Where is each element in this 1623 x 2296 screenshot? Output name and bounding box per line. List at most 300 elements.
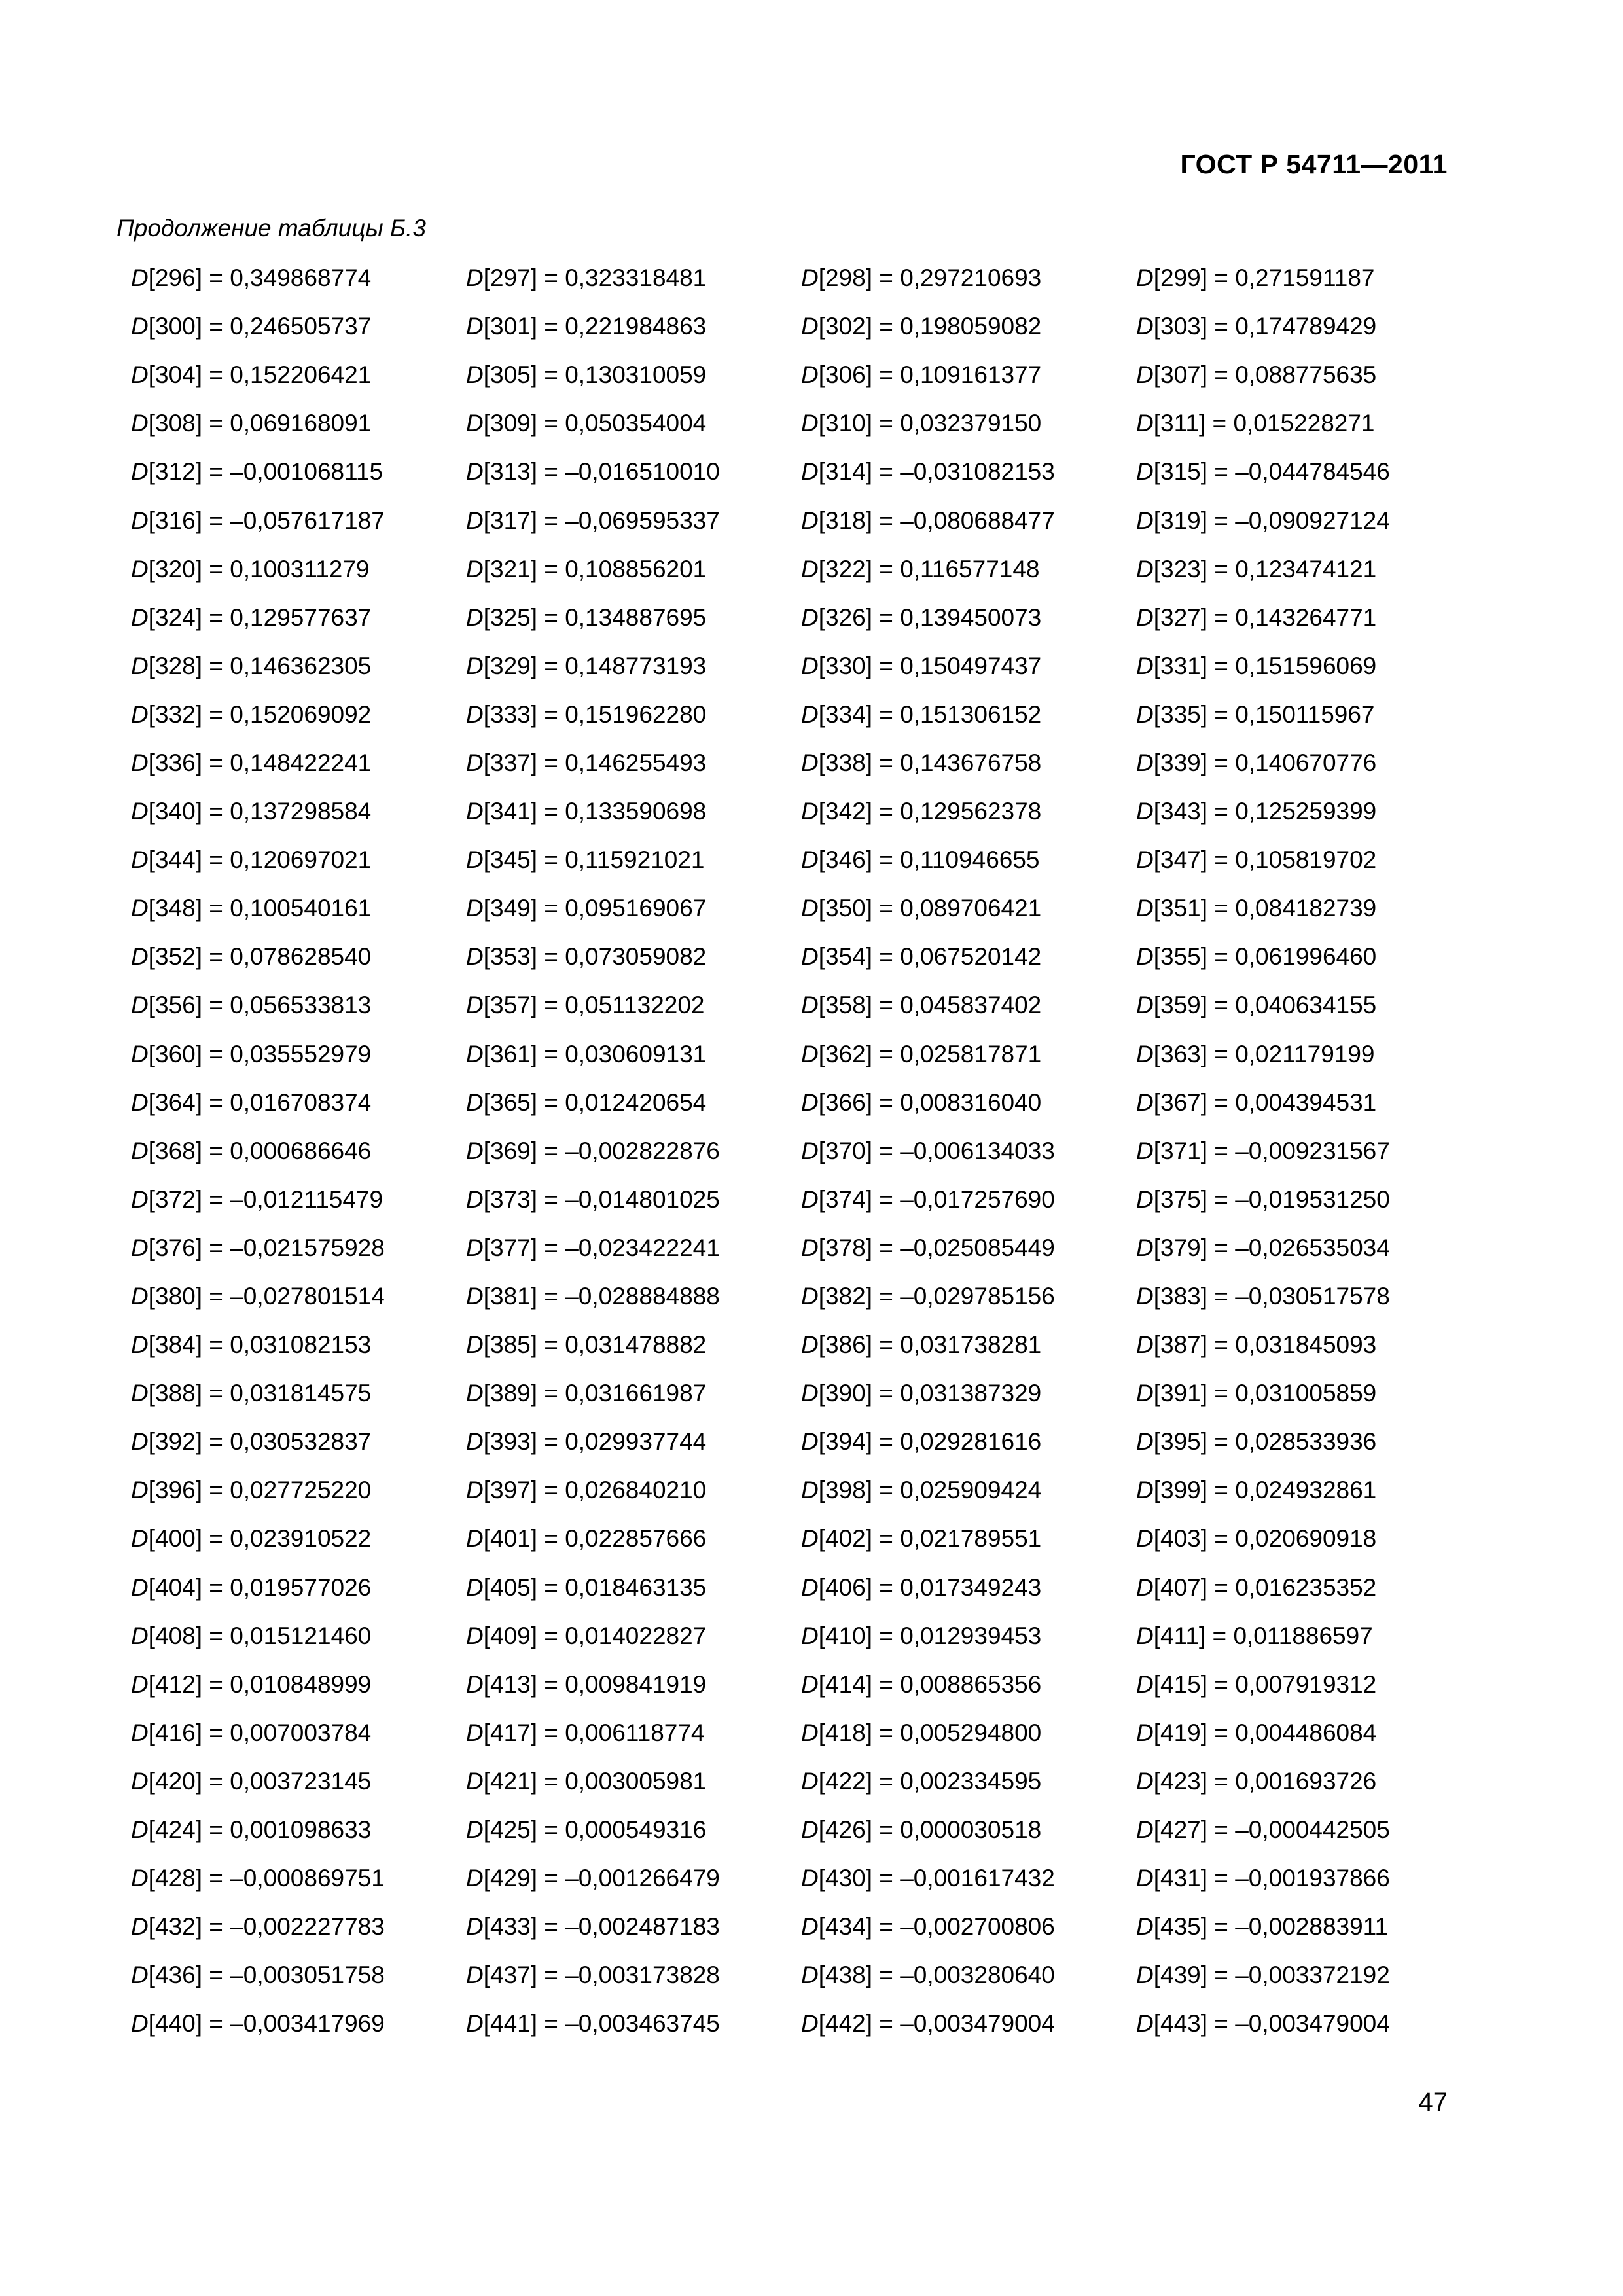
coefficient-cell: [1136, 1574, 1466, 1602]
table-row: [131, 1806, 1466, 1854]
coefficient-cell: [801, 895, 1136, 922]
table-row: [131, 1612, 1466, 1660]
coefficient-cell: [801, 1623, 1136, 1650]
coefficient-value: [327] = 0,143264771: [1153, 603, 1377, 631]
coefficient-cell: [466, 846, 801, 874]
coefficient-cell: [1136, 943, 1466, 971]
coefficient-value: [404] = 0,019577026: [148, 1573, 372, 1601]
coefficient-symbol: D: [131, 555, 149, 583]
coefficient-value: [369] = –0,002822876: [483, 1137, 720, 1164]
coefficient-cell: [466, 749, 801, 777]
coefficient-value: [372] = –0,012115479: [148, 1185, 383, 1213]
coefficient-cell: [1136, 604, 1466, 632]
coefficient-symbol: D: [466, 1865, 484, 1892]
coefficient-value: [358] = 0,045837402: [818, 992, 1042, 1019]
coefficient-cell: [801, 1041, 1136, 1068]
coefficient-cell: [131, 361, 466, 389]
coefficient-symbol: D: [801, 1040, 819, 1067]
table-row: [131, 836, 1466, 884]
coefficient-symbol: D: [1136, 1913, 1154, 1941]
coefficient-symbol: D: [1136, 1865, 1154, 1892]
coefficient-symbol: D: [1136, 1428, 1154, 1456]
table-row: [131, 1079, 1466, 1127]
coefficient-cell: [1136, 1962, 1466, 1989]
coefficient-cell: [1136, 264, 1466, 292]
coefficient-symbol: D: [131, 1865, 149, 1892]
coefficient-value: [391] = 0,031005859: [1153, 1380, 1377, 1407]
coefficient-value: [384] = 0,031082153: [148, 1331, 372, 1359]
coefficient-cell: [801, 1865, 1136, 1892]
coefficient-cell: [1136, 556, 1466, 583]
coefficient-value: [311] = 0,015228271: [1153, 410, 1375, 437]
coefficient-value: [405] = 0,018463135: [483, 1573, 707, 1601]
coefficient-cell: [466, 653, 801, 680]
coefficient-value: [325] = 0,134887695: [483, 603, 707, 631]
coefficient-symbol: D: [1136, 700, 1154, 728]
coefficient-value: [297] = 0,323318481: [483, 264, 707, 292]
coefficient-value: [399] = 0,024932861: [1153, 1477, 1377, 1504]
coefficient-symbol: D: [466, 943, 484, 971]
coefficient-symbol: D: [131, 1670, 149, 1698]
coefficient-cell: [466, 1525, 801, 1552]
coefficient-symbol: D: [131, 1962, 149, 1989]
coefficient-cell: [801, 943, 1136, 971]
coefficient-value: [320] = 0,100311279: [148, 555, 370, 583]
coefficient-cell: [131, 798, 466, 825]
coefficient-value: [356] = 0,056533813: [148, 992, 372, 1019]
coefficient-symbol: D: [1136, 1380, 1154, 1407]
table-row: [131, 691, 1466, 739]
table-row: [131, 1272, 1466, 1321]
coefficient-value: [418] = 0,005294800: [818, 1719, 1042, 1746]
coefficient-symbol: D: [1136, 992, 1154, 1019]
coefficient-cell: [131, 604, 466, 632]
coefficient-cell: [801, 1089, 1136, 1117]
coefficient-value: [337] = 0,146255493: [483, 749, 707, 776]
coefficient-cell: [131, 1962, 466, 1989]
coefficient-cell: [801, 264, 1136, 292]
coefficient-symbol: D: [131, 1137, 149, 1164]
coefficient-value: [408] = 0,015121460: [148, 1622, 372, 1649]
coefficient-symbol: D: [801, 361, 819, 389]
coefficient-value: [413] = 0,009841919: [483, 1670, 707, 1698]
coefficient-symbol: D: [131, 313, 149, 340]
coefficient-cell: [801, 1234, 1136, 1262]
coefficient-symbol: D: [131, 264, 149, 292]
coefficient-cell: [466, 1574, 801, 1602]
coefficient-value: [371] = –0,009231567: [1153, 1137, 1390, 1164]
coefficient-symbol: D: [801, 1573, 819, 1601]
table-row: [131, 1224, 1466, 1272]
coefficient-symbol: D: [801, 895, 819, 922]
coefficient-cell: [1136, 1719, 1466, 1747]
coefficient-symbol: D: [466, 1573, 484, 1601]
coefficient-value: [351] = 0,084182739: [1153, 895, 1377, 922]
coefficient-value: [432] = –0,002227783: [148, 1913, 385, 1941]
coefficient-cell: [1136, 1138, 1466, 1165]
coefficient-cell: [801, 2010, 1136, 2037]
coefficient-value: [307] = 0,088775635: [1153, 361, 1377, 389]
coefficient-cell: [801, 1186, 1136, 1213]
coefficient-cell: [801, 1380, 1136, 1407]
coefficient-value: [423] = 0,001693726: [1153, 1767, 1377, 1795]
coefficient-symbol: D: [466, 1234, 484, 1261]
coefficient-symbol: D: [801, 1670, 819, 1698]
coefficient-cell: [466, 1768, 801, 1795]
table-caption: Продолжение таблицы Б.3: [116, 215, 426, 242]
coefficient-cell: [1136, 1186, 1466, 1213]
table-row: [131, 351, 1466, 399]
coefficient-symbol: D: [131, 603, 149, 631]
coefficient-symbol: D: [1136, 264, 1154, 292]
coefficient-symbol: D: [1136, 1477, 1154, 1504]
coefficient-symbol: D: [1136, 1088, 1154, 1116]
coefficient-symbol: D: [131, 1428, 149, 1456]
coefficient-cell: [466, 507, 801, 535]
coefficient-cell: [466, 1913, 801, 1941]
coefficient-value: [357] = 0,051132202: [483, 992, 705, 1019]
coefficient-symbol: D: [801, 1088, 819, 1116]
coefficient-value: [421] = 0,003005981: [483, 1767, 707, 1795]
coefficient-cell: [801, 604, 1136, 632]
coefficient-symbol: D: [466, 2010, 484, 2037]
coefficient-cell: [466, 1623, 801, 1650]
coefficient-cell: [131, 749, 466, 777]
coefficient-value: [392] = 0,030532837: [148, 1428, 372, 1456]
coefficient-symbol: D: [1136, 1816, 1154, 1844]
coefficient-symbol: D: [466, 1913, 484, 1941]
coefficient-value: [328] = 0,146362305: [148, 652, 372, 679]
coefficient-symbol: D: [131, 1088, 149, 1116]
coefficient-cell: [1136, 1283, 1466, 1310]
coefficient-cell: [1136, 507, 1466, 535]
coefficient-cell: [466, 1283, 801, 1310]
coefficient-value: [430] = –0,001617432: [818, 1865, 1055, 1892]
coefficient-cell: [801, 1671, 1136, 1698]
coefficient-value: [312] = –0,001068115: [148, 458, 383, 486]
coefficient-symbol: D: [466, 749, 484, 776]
coefficient-cell: [131, 1234, 466, 1262]
coefficient-symbol: D: [1136, 1719, 1154, 1746]
coefficient-symbol: D: [466, 1428, 484, 1456]
coefficient-symbol: D: [801, 943, 819, 971]
coefficient-symbol: D: [131, 798, 149, 825]
coefficient-value: [296] = 0,349868774: [148, 264, 372, 292]
coefficient-symbol: D: [1136, 895, 1154, 922]
coefficient-value: [331] = 0,151596069: [1153, 652, 1377, 679]
coefficient-symbol: D: [131, 846, 149, 874]
coefficient-symbol: D: [466, 652, 484, 679]
coefficient-value: [390] = 0,031387329: [818, 1380, 1042, 1407]
coefficient-value: [330] = 0,150497437: [818, 652, 1042, 679]
coefficient-symbol: D: [466, 1088, 484, 1116]
coefficient-cell: [466, 1041, 801, 1068]
coefficient-cell: [1136, 2010, 1466, 2037]
coefficient-symbol: D: [801, 313, 819, 340]
coefficient-cell: [1136, 1477, 1466, 1504]
coefficient-cell: [131, 1671, 466, 1698]
coefficient-symbol: D: [1136, 410, 1154, 437]
coefficient-value: [442] = –0,003479004: [818, 2010, 1055, 2037]
coefficient-cell: [131, 1865, 466, 1892]
coefficient-symbol: D: [131, 1234, 149, 1261]
coefficient-symbol: D: [131, 992, 149, 1019]
table-row: [131, 448, 1466, 496]
coefficient-value: [318] = –0,080688477: [818, 507, 1055, 534]
coefficient-symbol: D: [1136, 652, 1154, 679]
coefficient-cell: [801, 458, 1136, 486]
coefficient-symbol: D: [801, 1331, 819, 1359]
coefficient-value: [388] = 0,031814575: [148, 1380, 372, 1407]
coefficient-cell: [131, 943, 466, 971]
coefficient-symbol: D: [1136, 1573, 1154, 1601]
coefficient-cell: [1136, 1913, 1466, 1941]
coefficient-symbol: D: [1136, 603, 1154, 631]
coefficient-cell: [1136, 1428, 1466, 1456]
coefficient-cell: [801, 1913, 1136, 1941]
coefficient-cell: [1136, 361, 1466, 389]
coefficient-cell: [801, 701, 1136, 728]
coefficient-cell: [466, 2010, 801, 2037]
coefficient-value: [417] = 0,006118774: [483, 1719, 705, 1746]
table-row: [131, 1369, 1466, 1418]
coefficient-value: [363] = 0,021179199: [1153, 1040, 1375, 1067]
coefficient-symbol: D: [131, 1283, 149, 1310]
coefficient-cell: [466, 1865, 801, 1892]
coefficient-value: [381] = –0,028884888: [483, 1283, 720, 1310]
coefficient-value: [402] = 0,021789551: [818, 1525, 1042, 1552]
coefficient-cell: [801, 1525, 1136, 1552]
coefficient-cell: [466, 556, 801, 583]
coefficient-value: [397] = 0,026840210: [483, 1477, 707, 1504]
coefficient-cell: [466, 1962, 801, 1989]
coefficient-symbol: D: [131, 2010, 149, 2037]
coefficient-cell: [801, 556, 1136, 583]
coefficient-symbol: D: [801, 264, 819, 292]
coefficient-symbol: D: [801, 1428, 819, 1456]
coefficient-value: [412] = 0,010848999: [148, 1670, 372, 1698]
coefficient-value: [411] = 0,011886597: [1153, 1622, 1373, 1649]
table-row: [131, 1903, 1466, 1951]
coefficient-symbol: D: [466, 798, 484, 825]
coefficient-symbol: D: [131, 1719, 149, 1746]
coefficient-cell: [131, 1768, 466, 1795]
coefficient-cell: [466, 798, 801, 825]
coefficient-cell: [131, 410, 466, 437]
table-row: [131, 933, 1466, 981]
coefficient-cell: [131, 992, 466, 1019]
coefficient-symbol: D: [466, 555, 484, 583]
coefficient-cell: [801, 1816, 1136, 1844]
coefficient-symbol: D: [131, 1331, 149, 1359]
coefficient-value: [373] = –0,014801025: [483, 1185, 720, 1213]
coefficient-value: [344] = 0,120697021: [148, 846, 372, 874]
coefficient-value: [425] = 0,000549316: [483, 1816, 707, 1844]
coefficient-symbol: D: [466, 458, 484, 486]
table-row: [131, 496, 1466, 545]
coefficient-value: [416] = 0,007003784: [148, 1719, 372, 1746]
table-row: [131, 1951, 1466, 2000]
table-row: [131, 1466, 1466, 1515]
coefficient-cell: [801, 653, 1136, 680]
coefficient-value: [305] = 0,130310059: [483, 361, 707, 389]
coefficient-value: [394] = 0,029281616: [818, 1428, 1042, 1456]
coefficient-cell: [466, 1234, 801, 1262]
coefficient-symbol: D: [1136, 1040, 1154, 1067]
coefficient-cell: [466, 1671, 801, 1698]
coefficient-symbol: D: [466, 1477, 484, 1504]
coefficient-value: [349] = 0,095169067: [483, 895, 707, 922]
coefficient-value: [362] = 0,025817871: [818, 1040, 1042, 1067]
coefficient-symbol: D: [131, 1816, 149, 1844]
coefficient-value: [314] = –0,031082153: [818, 458, 1055, 486]
coefficient-cell: [131, 313, 466, 340]
coefficient-cell: [466, 458, 801, 486]
table-row: [131, 1175, 1466, 1224]
coefficient-value: [302] = 0,198059082: [818, 313, 1042, 340]
coefficient-value: [335] = 0,150115967: [1153, 700, 1375, 728]
table-row: [131, 787, 1466, 836]
coefficient-cell: [1136, 846, 1466, 874]
coefficient-cell: [466, 701, 801, 728]
coefficient-cell: [131, 846, 466, 874]
coefficient-symbol: D: [1136, 749, 1154, 776]
coefficient-symbol: D: [801, 1234, 819, 1261]
table-row: [131, 545, 1466, 594]
coefficient-symbol: D: [1136, 1283, 1154, 1310]
coefficient-symbol: D: [1136, 846, 1154, 874]
coefficient-value: [406] = 0,017349243: [818, 1573, 1042, 1601]
coefficient-symbol: D: [131, 652, 149, 679]
coefficient-value: [333] = 0,151962280: [483, 700, 707, 728]
coefficient-symbol: D: [801, 1962, 819, 1989]
coefficient-cell: [466, 895, 801, 922]
coefficient-symbol: D: [801, 1767, 819, 1795]
coefficient-cell: [801, 1574, 1136, 1602]
coefficient-symbol: D: [131, 1913, 149, 1941]
coefficient-symbol: D: [131, 1525, 149, 1552]
coefficient-symbol: D: [801, 1185, 819, 1213]
coefficient-symbol: D: [1136, 1622, 1154, 1649]
coefficient-symbol: D: [466, 1622, 484, 1649]
coefficient-value: [415] = 0,007919312: [1153, 1670, 1377, 1698]
coefficient-cell: [801, 410, 1136, 437]
coefficient-value: [309] = 0,050354004: [483, 410, 707, 437]
coefficient-cell: [131, 1477, 466, 1504]
coefficient-symbol: D: [801, 1816, 819, 1844]
coefficient-value: [323] = 0,123474121: [1153, 555, 1377, 583]
coefficient-symbol: D: [801, 700, 819, 728]
coefficient-value: [317] = –0,069595337: [483, 507, 720, 534]
coefficient-cell: [131, 1331, 466, 1359]
coefficient-cell: [1136, 1623, 1466, 1650]
coefficient-symbol: D: [1136, 507, 1154, 534]
coefficient-symbol: D: [1136, 1137, 1154, 1164]
coefficient-value: [385] = 0,031478882: [483, 1331, 707, 1359]
coefficient-cell: [801, 846, 1136, 874]
coefficient-cell: [1136, 798, 1466, 825]
coefficient-cell: [1136, 1041, 1466, 1068]
coefficient-cell: [466, 604, 801, 632]
coefficient-cell: [131, 1186, 466, 1213]
coefficient-symbol: D: [801, 652, 819, 679]
coefficient-cell: [131, 556, 466, 583]
coefficient-symbol: D: [1136, 798, 1154, 825]
coefficient-value: [435] = –0,002883911: [1153, 1913, 1389, 1941]
coefficient-symbol: D: [801, 798, 819, 825]
coefficient-value: [375] = –0,019531250: [1153, 1185, 1390, 1213]
coefficient-symbol: D: [1136, 1331, 1154, 1359]
coefficient-value: [364] = 0,016708374: [148, 1088, 372, 1116]
table-row: [131, 642, 1466, 691]
coefficient-symbol: D: [131, 1573, 149, 1601]
coefficient-cell: [1136, 1865, 1466, 1892]
document-id-header: ГОСТ Р 54711—2011: [1180, 149, 1448, 179]
coefficient-value: [347] = 0,105819702: [1153, 846, 1377, 874]
table-row: [131, 1660, 1466, 1709]
coefficient-value: [376] = –0,021575928: [148, 1234, 385, 1261]
table-row: [131, 1321, 1466, 1369]
coefficient-symbol: D: [131, 700, 149, 728]
coefficient-symbol: D: [801, 1719, 819, 1746]
coefficient-symbol: D: [801, 458, 819, 486]
coefficient-symbol: D: [801, 1380, 819, 1407]
coefficient-symbol: D: [466, 1816, 484, 1844]
coefficient-symbol: D: [131, 410, 149, 437]
table-row: [131, 399, 1466, 448]
coefficient-value: [365] = 0,012420654: [483, 1088, 707, 1116]
coefficient-cell: [801, 1331, 1136, 1359]
coefficient-value: [326] = 0,139450073: [818, 603, 1042, 631]
coefficient-symbol: D: [1136, 555, 1154, 583]
coefficient-value: [407] = 0,016235352: [1153, 1573, 1377, 1601]
coefficient-symbol: D: [131, 1380, 149, 1407]
coefficient-symbol: D: [1136, 1234, 1154, 1261]
page-number: 47: [1418, 2088, 1448, 2117]
coefficient-symbol: D: [131, 1477, 149, 1504]
coefficient-cell: [1136, 1816, 1466, 1844]
coefficient-value: [398] = 0,025909424: [818, 1477, 1042, 1504]
coefficient-symbol: D: [466, 1962, 484, 1989]
coefficient-symbol: D: [1136, 1185, 1154, 1213]
coefficient-value: [332] = 0,152069092: [148, 700, 372, 728]
table-row: [131, 2000, 1466, 2048]
coefficient-cell: [801, 1719, 1136, 1747]
coefficient-symbol: D: [801, 1525, 819, 1552]
coefficient-symbol: D: [801, 1913, 819, 1941]
coefficient-symbol: D: [131, 361, 149, 389]
coefficient-cell: [131, 264, 466, 292]
coefficient-cell: [1136, 653, 1466, 680]
coefficient-symbol: D: [801, 2010, 819, 2037]
coefficient-cell: [131, 1574, 466, 1602]
coefficient-cell: [466, 1428, 801, 1456]
coefficient-value: [304] = 0,152206421: [148, 361, 372, 389]
coefficient-cell: [131, 1816, 466, 1844]
coefficient-value: [438] = –0,003280640: [818, 1962, 1055, 1989]
coefficient-value: [303] = 0,174789429: [1153, 313, 1377, 340]
table-row: [131, 981, 1466, 1030]
coefficient-value: [383] = –0,030517578: [1153, 1283, 1390, 1310]
coefficient-value: [437] = –0,003173828: [483, 1962, 720, 1989]
coefficient-value: [350] = 0,089706421: [818, 895, 1042, 922]
coefficient-value: [354] = 0,067520142: [818, 943, 1042, 971]
coefficient-cell: [466, 992, 801, 1019]
coefficient-symbol: D: [131, 943, 149, 971]
coefficient-value: [420] = 0,003723145: [148, 1767, 372, 1795]
coefficient-value: [419] = 0,004486084: [1153, 1719, 1377, 1746]
coefficient-symbol: D: [1136, 2010, 1154, 2037]
